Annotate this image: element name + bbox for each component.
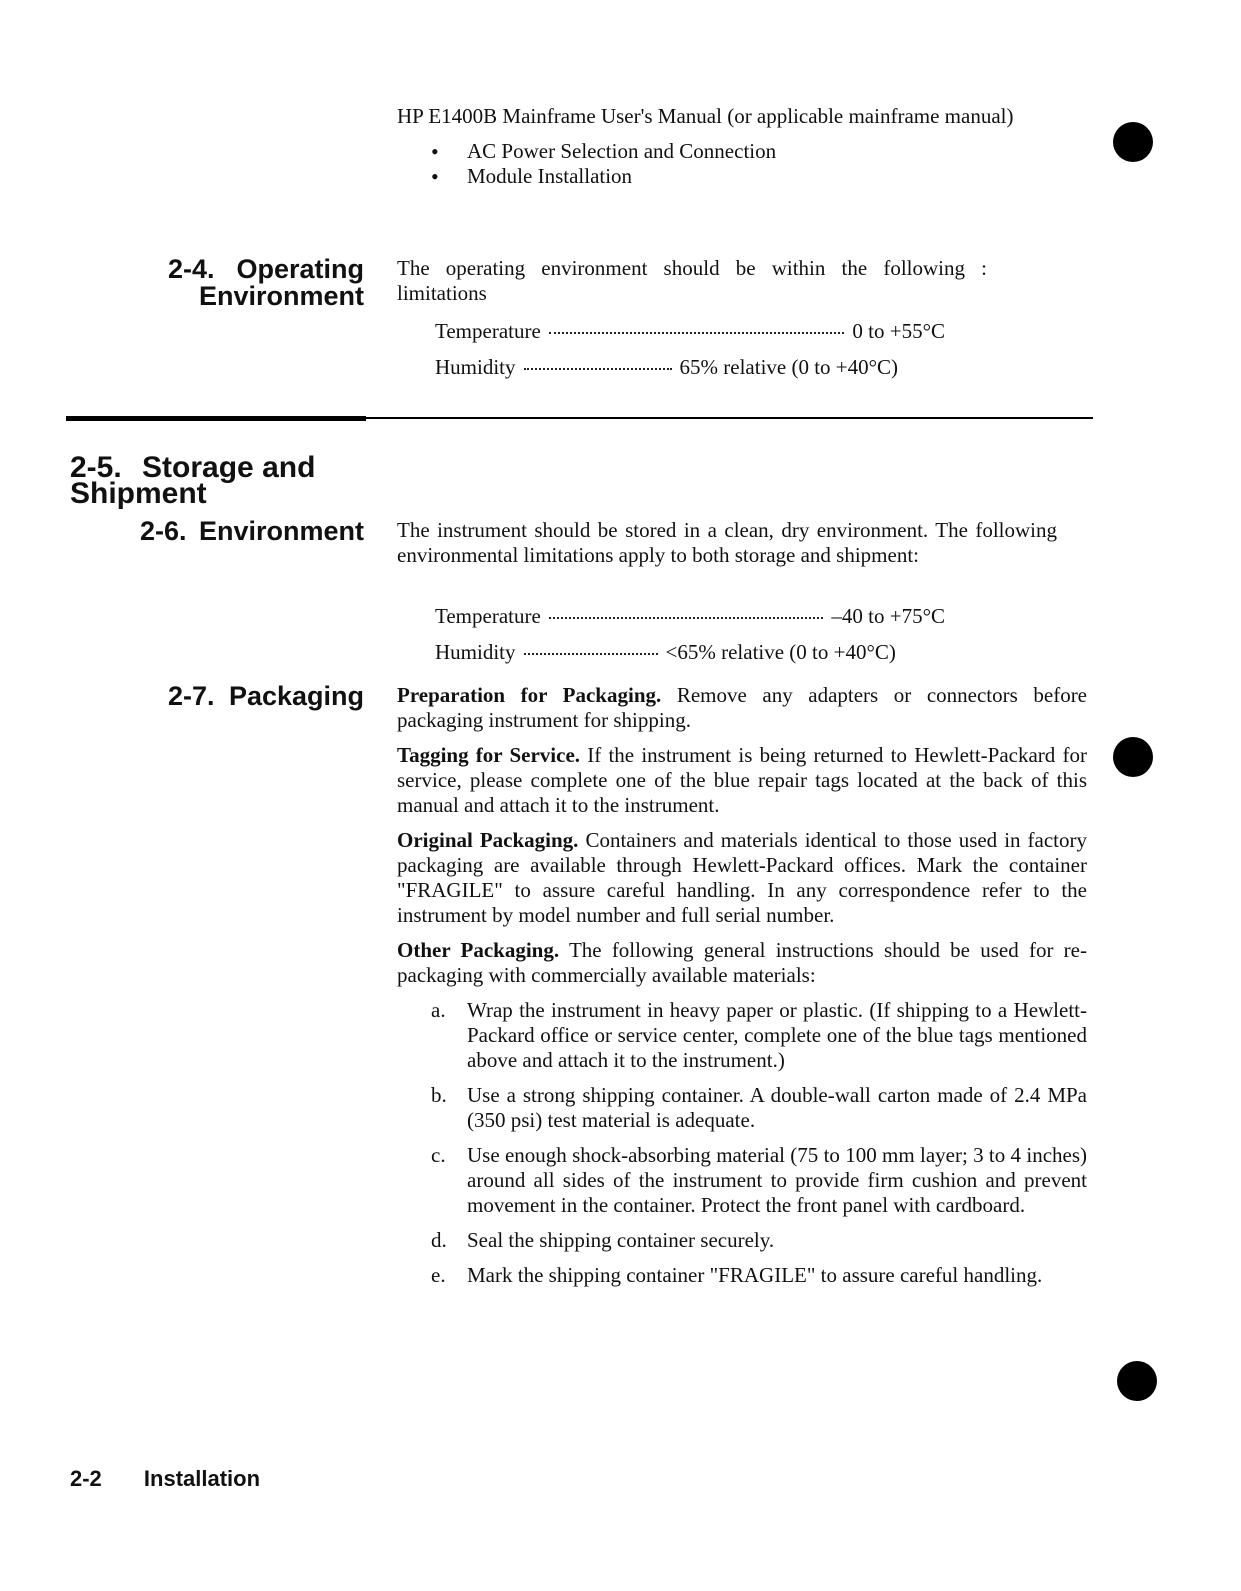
- list-item: [431, 1083, 1087, 1133]
- list-text: Wrap the instrument in heavy paper or plastic. (If shipping to a Hewlett-Packard office or service center, complete one of the blue tags mentioned above and attach it to the instrument.): [467, 998, 1087, 1072]
- operating-limits-table: [435, 319, 945, 380]
- binder-hole-middle: [1113, 737, 1153, 777]
- dot-leader: [549, 332, 845, 334]
- list-item: [431, 1143, 1087, 1218]
- page-number: 2-2: [70, 1466, 102, 1491]
- list-text: Seal the shipping container securely.: [467, 1228, 775, 1252]
- paragraph-tagging: [397, 743, 1087, 818]
- section-title: Operating: [236, 254, 364, 284]
- section-2-7-heading: [168, 683, 364, 710]
- list-marker: c.: [431, 1143, 446, 1167]
- section-2-4-intro: The operating environment should be within the following : limitations: [397, 256, 987, 305]
- section-2-5-heading: [70, 451, 390, 510]
- list-item: [431, 998, 1087, 1073]
- list-marker: d.: [431, 1228, 447, 1252]
- section-number: 2-5.: [70, 451, 122, 484]
- reference-item: • Module Installation: [431, 164, 1057, 189]
- paragraph-text: Remove any adapters or connectors before packaging instrument for shipping.: [397, 683, 1088, 732]
- paragraph-other: [397, 938, 1087, 988]
- paragraph-original: [397, 828, 1087, 928]
- section-number: 2-4.: [168, 254, 215, 284]
- dot-leader: [549, 617, 824, 619]
- list-text: Use a strong shipping container. A double-wall carton made of 2.4 MPa (350 psi) test material is adequate.: [467, 1083, 1087, 1132]
- list-marker: e.: [431, 1263, 446, 1287]
- paragraph-lead: Tagging for Service.: [397, 743, 581, 767]
- page-footer: [70, 1466, 260, 1492]
- limit-label: Temperature: [435, 319, 541, 343]
- section-title-line2: Environment: [198, 281, 364, 311]
- reference-title: HP E1400B Mainframe User's Manual (or applicable mainframe manual): [397, 104, 1014, 128]
- section-2-7-body: [397, 683, 1087, 1288]
- reference-item: • AC Power Selection and Connection: [431, 139, 1057, 164]
- section-title: Storage and: [142, 451, 316, 484]
- section-divider-thin: [366, 417, 1093, 419]
- limit-value: 65% relative (0 to +40°C): [679, 355, 899, 379]
- paragraph-lead: Original Packaging.: [397, 828, 579, 852]
- reference-list: [431, 139, 1057, 189]
- limit-label: Humidity: [435, 640, 516, 664]
- list-item: [431, 1228, 1087, 1253]
- list-marker: b.: [431, 1083, 447, 1107]
- section-title: Environment: [198, 516, 364, 546]
- list-text: Use enough shock-absorbing material (75 to 100 mm layer; 3 to 4 inches) around all sides of the instrument to provide firm cushion and prevent movement in the container. Protect the front panel with cardboard.: [467, 1143, 1087, 1217]
- storage-limits-table: [435, 604, 945, 665]
- paragraph-text: The following general instructions should be used for re-packaging with commercially available materials:: [397, 938, 1087, 987]
- packaging-steps: [431, 998, 1087, 1288]
- limit-row-temperature: [435, 604, 945, 629]
- section-number: 2-6.: [140, 516, 187, 546]
- dot-leader: [524, 368, 672, 370]
- paragraph-lead: Other Packaging.: [397, 938, 560, 962]
- chapter-name: Installation: [143, 1466, 261, 1491]
- section-title: Packaging: [228, 681, 364, 711]
- limit-value: 0 to +55°C: [852, 319, 945, 343]
- dot-leader: [524, 653, 658, 655]
- limit-value: <65% relative (0 to +40°C): [665, 640, 896, 664]
- top-reference: [397, 104, 1057, 189]
- paragraph-text: If the instrument is being returned to Hewlett-Packard for service, please complete one of the blue repair tags located at the back of this manual and attach it to the instrument.: [397, 743, 1087, 817]
- limit-value: –40 to +75°C: [831, 604, 945, 628]
- paragraph-preparation: [397, 683, 1087, 733]
- limit-label: Humidity: [435, 355, 516, 379]
- section-divider-thick: [66, 416, 366, 421]
- section-2-6-intro: The instrument should be stored in a clean, dry environment. The following environmental limitations apply to both storage and shipment:: [397, 518, 1057, 567]
- limit-row-humidity: [435, 355, 945, 380]
- limit-label: Temperature: [435, 604, 541, 628]
- list-item: [431, 1263, 1087, 1288]
- section-2-6-heading: [140, 518, 364, 545]
- limit-row-temperature: [435, 319, 945, 344]
- section-2-4-heading: [168, 256, 364, 310]
- section-title-line2: Shipment: [70, 477, 207, 510]
- limit-row-humidity: [435, 640, 945, 665]
- paragraph-lead: Preparation for Packaging.: [397, 683, 662, 707]
- binder-hole-bottom: [1117, 1361, 1157, 1401]
- paragraph-text: Containers and materials identical to those used in factory packaging are available through Hewlett-Packard offices. Mark the container "FRAGILE" to assure careful handling. In any correspondence refer to the instrument by model number and full serial number.: [397, 828, 1087, 927]
- list-marker: a.: [431, 998, 446, 1022]
- section-number: 2-7.: [168, 681, 215, 711]
- binder-hole-top: [1113, 122, 1153, 162]
- list-text: Mark the shipping container "FRAGILE" to assure careful handling.: [467, 1263, 1043, 1287]
